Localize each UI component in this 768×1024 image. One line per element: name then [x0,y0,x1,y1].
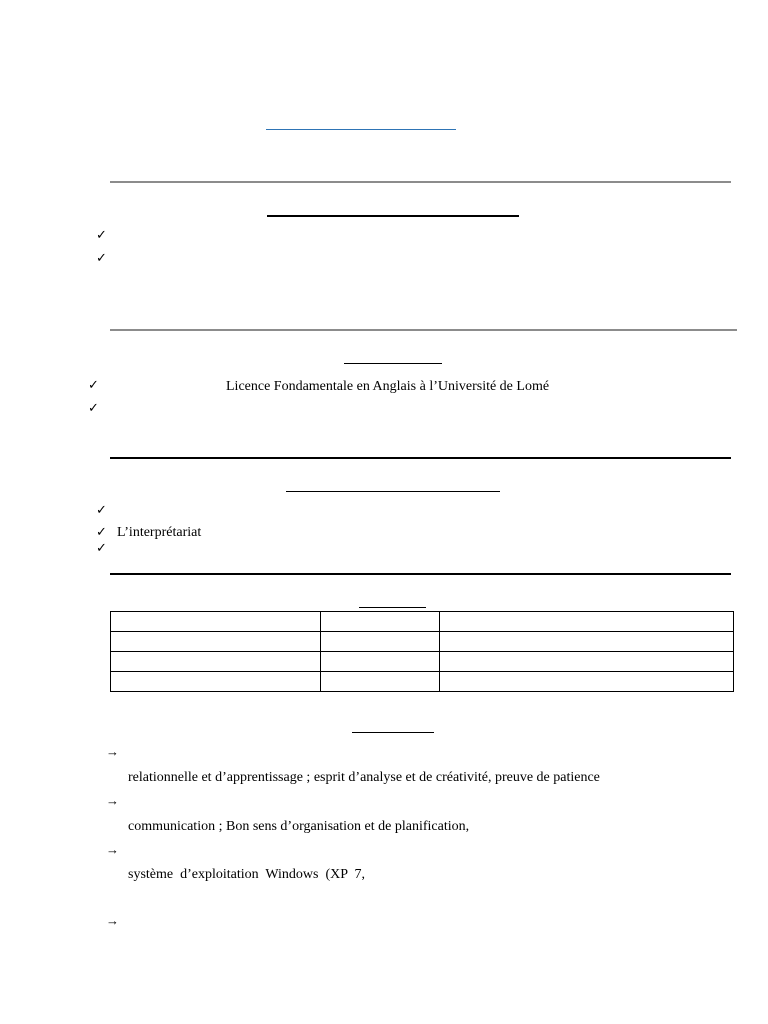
section-heading-underline [286,491,500,492]
section-heading-underline [267,215,519,217]
check-icon: ✓ [96,227,107,242]
table-row [111,632,734,652]
table-cell [440,652,734,672]
check-icon: ✓ [96,250,107,265]
section-heading-underline [344,363,442,364]
skill-line: système d’exploitation Windows (XP 7, [128,867,366,882]
education-item: Licence Fondamentale en Anglais à l’Université de Lomé [226,379,550,394]
check-icon: ✓ [96,502,107,517]
arrow-right-icon: → [106,793,119,808]
skill-line: communication ; Bon sens d’organisation et de planification, [128,819,470,834]
table-cell [440,672,734,692]
arrow-right-icon: → [106,913,119,928]
arrow-right-icon: → [106,744,119,759]
link-underline [266,129,456,130]
table-cell [321,672,440,692]
table-cell [440,612,734,632]
table-cell [321,652,440,672]
table-cell [111,632,321,652]
check-icon: ✓ [88,400,99,415]
table-cell [321,632,440,652]
table-cell [111,612,321,632]
check-icon: ✓ [96,540,107,555]
check-icon: ✓ [96,524,107,539]
interest-item: L’interprétariat [117,525,202,540]
languages-table [110,611,734,692]
section-divider [110,181,731,183]
section-heading-underline [352,732,434,733]
table-cell [111,672,321,692]
table-row [111,652,734,672]
arrow-right-icon: → [106,842,119,857]
section-divider [110,457,731,459]
table-cell [111,652,321,672]
skill-line: relationnelle et d’apprentissage ; esprit d’analyse et de créativité, preuve de patience [128,770,600,785]
section-divider [110,573,731,575]
check-icon: ✓ [88,377,99,392]
table-row [111,672,734,692]
table-cell [321,612,440,632]
table-row [111,612,734,632]
section-divider [110,329,737,331]
table-cell [440,632,734,652]
section-heading-underline [359,607,426,608]
